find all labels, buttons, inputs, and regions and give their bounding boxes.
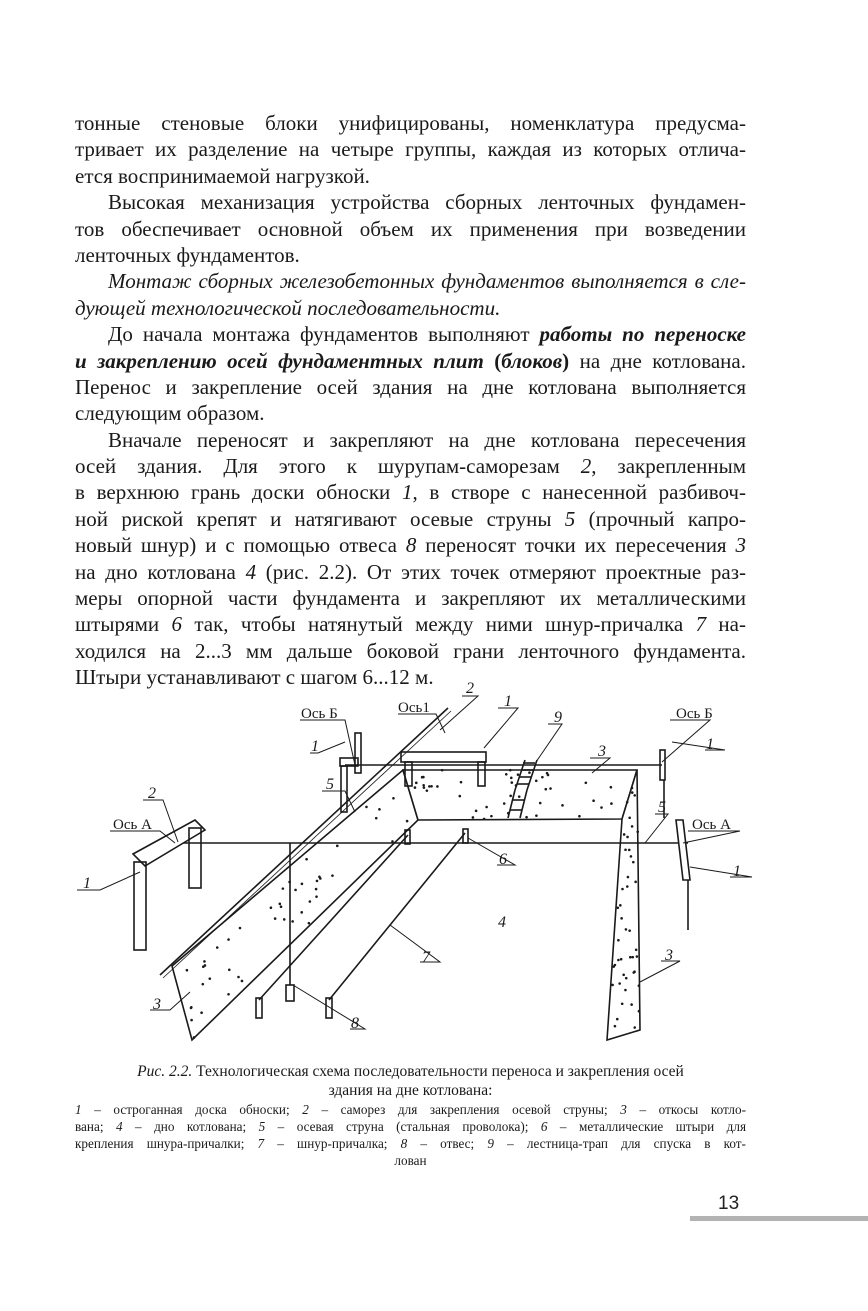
speckle <box>631 956 634 959</box>
speckle <box>201 983 204 986</box>
text-segment: ходился на 2...3 мм дальше боковой грани ленточного фундамента. <box>75 638 746 663</box>
speckle <box>460 781 463 784</box>
speckle <box>280 905 283 908</box>
text-segment: – металлические штыри для <box>547 1119 747 1134</box>
text-line <box>75 1152 746 1169</box>
speckle <box>331 874 334 877</box>
speckle <box>622 974 625 977</box>
text-segment: 5 <box>564 506 576 531</box>
speckle <box>423 786 426 789</box>
label-1-top: 1 <box>504 693 512 710</box>
batter-post <box>134 862 146 950</box>
speckle <box>458 795 461 798</box>
text-line <box>75 506 746 532</box>
text-segment: 1 <box>401 480 413 505</box>
label-1-top-left: 1 <box>311 738 319 755</box>
speckle <box>422 784 425 787</box>
speckle <box>406 820 409 823</box>
speckle <box>485 806 488 809</box>
label-5-right: 5 <box>658 799 666 816</box>
speckle <box>585 781 588 784</box>
speckle <box>617 959 620 962</box>
speckle <box>426 789 429 792</box>
speckle <box>475 810 478 813</box>
speckle <box>625 977 628 980</box>
text-segment: на дно котлована <box>75 559 246 584</box>
text-segment: ( <box>494 348 502 373</box>
plumb-bob <box>286 985 294 1001</box>
text-segment: 7 <box>257 1136 265 1151</box>
text-segment: 6 <box>171 612 182 637</box>
speckle <box>316 880 319 883</box>
speckle <box>549 787 552 790</box>
speckle <box>510 777 513 780</box>
speckle <box>611 984 614 987</box>
text-segment: Высокая механизация устройства сборных ленточных фундамен- <box>108 190 746 215</box>
speckle <box>635 948 638 951</box>
speckle <box>375 817 378 820</box>
label-1-left: 1 <box>83 875 91 892</box>
label-axis-a-left: Ось А <box>113 817 152 833</box>
text-segment: (рис. 2.2). От этих точек отмеряют проектные раз- <box>256 559 747 584</box>
text-segment: 8 <box>400 1136 408 1151</box>
speckle <box>610 786 613 789</box>
pin <box>405 830 410 844</box>
speckle <box>378 808 381 811</box>
text-line <box>75 532 746 558</box>
text-segment: и закреплению осей фундаментных плит <box>75 348 495 373</box>
speckle <box>633 1026 636 1029</box>
batter-post <box>355 733 361 773</box>
left-slope <box>172 770 418 1040</box>
speckle <box>505 773 508 776</box>
text-segment: работы по переноске <box>539 322 746 347</box>
speckle <box>510 781 513 784</box>
speckle <box>621 1002 624 1005</box>
speckle <box>336 845 339 848</box>
speckle <box>634 881 637 884</box>
label-3-right: 3 <box>665 947 673 964</box>
text-line <box>75 611 746 637</box>
text-line <box>75 163 746 189</box>
speckle <box>518 795 521 798</box>
label-8: 8 <box>351 1015 359 1032</box>
speckle <box>490 815 493 818</box>
speckle <box>282 887 285 890</box>
speckle <box>503 802 506 805</box>
speckle <box>190 1007 193 1010</box>
text-line <box>75 216 746 242</box>
speckle <box>638 1010 641 1013</box>
speckle <box>631 791 634 794</box>
text-segment: – дно котлована; <box>122 1119 259 1134</box>
text-segment: – саморез для закрепления осевой струны; <box>308 1102 621 1117</box>
text-segment: ленточных фундаментов. <box>75 242 300 267</box>
text-segment: на- <box>706 612 746 637</box>
text-segment: 3 <box>620 1102 627 1117</box>
text-segment: До начала монтажа фундаментов выполняют <box>108 322 540 347</box>
speckle <box>186 969 189 972</box>
text-segment: 1 <box>75 1102 82 1117</box>
text-line <box>75 110 746 136</box>
batter-board-b-right <box>660 750 665 780</box>
label-7: 7 <box>422 949 430 966</box>
text-line <box>75 295 746 321</box>
speckle <box>617 939 620 942</box>
speckle <box>241 980 244 983</box>
speckle <box>616 1018 619 1021</box>
speckle <box>392 797 395 800</box>
caption-text: Технологическая схема последовательности переноса и закрепления осей <box>192 1063 684 1080</box>
speckle <box>315 895 318 898</box>
text-segment: – откосы котло- <box>626 1102 746 1117</box>
text-segment: осей здания. Для этого к шурупам-саморезам <box>75 454 581 479</box>
speckle <box>472 816 475 819</box>
speckle <box>626 836 629 839</box>
speckle <box>528 771 531 774</box>
text-segment: , закрепленным <box>591 454 746 479</box>
text-line <box>75 638 746 664</box>
text-segment: переносят точки их пересечения <box>416 533 736 558</box>
speckle <box>620 958 623 961</box>
speckle <box>305 858 308 861</box>
speckle <box>535 814 538 817</box>
caption-text-2: здания на дне котлована: <box>328 1082 493 1099</box>
label-axis-b-left: Ось Б <box>301 706 338 722</box>
label-axis-b-right: Ось Б <box>676 706 713 722</box>
speckle <box>614 1025 617 1028</box>
speckle <box>541 776 544 779</box>
speckle <box>294 889 297 892</box>
text-segment: – остроганная доска обноски; <box>81 1102 303 1117</box>
text-segment: тривает их разделение на четыре группы, каждая из которых отлича- <box>75 137 746 162</box>
speckle <box>631 825 634 828</box>
figure-legend <box>75 1101 746 1169</box>
text-line <box>75 242 746 268</box>
speckle <box>227 993 230 996</box>
speckle <box>193 1036 196 1039</box>
body-text <box>75 110 746 691</box>
speckle <box>204 964 207 967</box>
text-segment: в верхнюю грань доски обноски <box>75 480 402 505</box>
text-line <box>75 400 746 426</box>
label-6: 6 <box>499 851 507 868</box>
text-line <box>75 453 746 479</box>
speckle <box>315 888 318 891</box>
speckle <box>618 982 621 985</box>
speckle <box>279 903 282 906</box>
text-segment: – лестница-трап для спуска в кот- <box>493 1136 746 1151</box>
text-line <box>75 1135 746 1152</box>
speckle <box>633 794 636 797</box>
label-3-left: 3 <box>153 996 161 1013</box>
speckle <box>628 929 631 932</box>
speckle <box>626 801 629 804</box>
speckle <box>283 918 286 921</box>
text-segment: 5 <box>258 1119 266 1134</box>
speckle <box>270 906 273 909</box>
speckle <box>619 904 622 907</box>
text-segment: ) <box>562 348 570 373</box>
speckle <box>415 782 418 785</box>
label-2-top: 2 <box>466 680 474 697</box>
speckle <box>509 795 512 798</box>
speckle <box>535 779 538 782</box>
speckle <box>216 946 219 949</box>
label-5-left: 5 <box>326 776 334 793</box>
text-segment: 6 <box>540 1119 548 1134</box>
speckle <box>636 830 639 833</box>
speckle <box>630 855 633 858</box>
speckle <box>614 964 617 967</box>
speckle <box>200 1011 203 1014</box>
text-segment: Вначале переносят и закрепляют на дне котлована пересечения <box>108 427 746 452</box>
figure-caption <box>75 1062 746 1100</box>
speckle <box>291 920 294 923</box>
text-segment: вана; <box>75 1119 116 1134</box>
speckle <box>631 787 634 790</box>
speckle <box>308 922 311 925</box>
text-segment: 9 <box>487 1136 494 1151</box>
text-segment: на дне котлована. <box>569 348 746 373</box>
speckle <box>300 911 303 914</box>
text-segment: блоков <box>501 348 563 373</box>
label-axis-1: Ось1 <box>398 700 430 716</box>
text-segment: Штыри устанавливают с шагом 6...12 м. <box>75 665 434 690</box>
text-line <box>75 189 746 215</box>
speckle <box>274 917 277 920</box>
text-segment: дующей технологической последовательности. <box>75 295 501 320</box>
speckle <box>638 984 641 987</box>
text-segment: 4 <box>115 1119 123 1134</box>
label-4: 4 <box>498 914 506 931</box>
caption-prefix: Рис. 2.2. <box>137 1063 193 1080</box>
text-segment: – отвес; <box>407 1136 488 1151</box>
text-segment: 4 <box>245 559 257 584</box>
speckle <box>546 772 549 775</box>
speckle <box>428 785 431 788</box>
pin <box>463 829 468 843</box>
text-segment: ной риской крепят и натягивают осевые струны <box>75 506 565 531</box>
batter-board-a-right <box>676 820 690 880</box>
text-segment: Монтаж сборных железобетонных фундаментов выполняется в сле- <box>108 269 746 294</box>
speckle <box>421 776 424 779</box>
text-segment: ется воспринимаемой нагрузкой. <box>75 163 370 188</box>
text-segment: 2 <box>580 454 592 479</box>
speckle <box>628 816 631 819</box>
speckle <box>600 806 603 809</box>
label-1-right: 1 <box>733 863 741 880</box>
speckle <box>592 799 595 802</box>
label-axis-a-right: Ось А <box>692 817 731 833</box>
speckle <box>630 1003 633 1006</box>
label-9: 9 <box>554 709 562 726</box>
speckle <box>539 802 542 805</box>
batter-board-axis1 <box>401 752 486 762</box>
text-line <box>75 321 746 347</box>
text-segment: – шнур-причалка; <box>264 1136 401 1151</box>
text-segment: тов обеспечивает основной объем их применения при возведении <box>75 216 746 241</box>
speckle <box>626 885 629 888</box>
speckle <box>624 848 627 851</box>
text-segment: 2 <box>302 1102 309 1117</box>
text-segment: новый шнур) и с помощью отвеса <box>75 533 406 558</box>
text-segment: штырями <box>75 612 172 637</box>
speckle <box>203 960 206 963</box>
text-line <box>75 1101 746 1118</box>
speckle <box>624 989 627 992</box>
label-2-left: 2 <box>148 785 156 802</box>
speckle <box>578 815 581 818</box>
speckle <box>190 1019 193 1022</box>
speckle <box>525 816 528 819</box>
speckle <box>636 955 639 958</box>
speckle <box>633 970 636 973</box>
text-line <box>75 585 746 611</box>
speckle <box>610 802 613 805</box>
speckle <box>228 968 231 971</box>
speckle <box>239 927 242 930</box>
speckle <box>441 769 444 772</box>
figure-2-2-diagram <box>0 670 868 1060</box>
speckle <box>414 786 417 789</box>
speckle <box>621 888 624 891</box>
text-line <box>75 479 746 505</box>
speckle <box>365 806 368 809</box>
speckle <box>436 785 439 788</box>
speckle <box>617 906 620 909</box>
speckle <box>483 818 486 821</box>
text-line <box>75 1118 746 1135</box>
text-segment: 3 <box>735 533 746 558</box>
text-line <box>75 559 746 585</box>
speckle <box>237 976 240 979</box>
speckle <box>629 956 632 959</box>
speckle <box>309 900 312 903</box>
text-segment: так, чтобы натянутый между ними шнур-причалка <box>181 612 696 637</box>
text-segment: меры опорной части фундамента и закрепляют их металлическими <box>75 586 746 611</box>
pin <box>256 998 262 1018</box>
speckle <box>509 769 512 772</box>
page-number: 13 <box>718 1193 740 1214</box>
text-segment: – осевая струна (стальная проволока); <box>265 1119 541 1134</box>
label-3-back: 3 <box>598 743 606 760</box>
text-line <box>75 268 746 294</box>
text-segment: 8 <box>405 533 417 558</box>
speckle <box>517 773 520 776</box>
speckle <box>623 833 626 836</box>
speckle <box>632 861 635 864</box>
text-segment: следующим образом. <box>75 401 265 426</box>
text-line <box>75 348 746 374</box>
text-line <box>75 374 746 400</box>
speckle <box>628 849 631 852</box>
label-1-top-right: 1 <box>706 736 714 753</box>
speckle <box>301 883 304 886</box>
text-segment: Перенос и закрепление осей здания на дне котлована выполняется <box>75 374 746 399</box>
speckle <box>318 875 321 878</box>
speckle <box>625 928 628 931</box>
text-line <box>75 427 746 453</box>
text-segment: (прочный капро- <box>575 506 746 531</box>
text-segment: 7 <box>695 612 707 637</box>
speckle <box>627 876 630 879</box>
text-segment: крепления шнура-причалки; <box>75 1136 258 1151</box>
speckle <box>227 938 230 941</box>
text-line <box>75 136 746 162</box>
text-segment: лован <box>394 1153 427 1168</box>
speckle <box>544 788 547 791</box>
speckle <box>620 917 623 920</box>
speckle <box>208 977 211 980</box>
page-number-bar <box>690 1216 868 1221</box>
text-segment: тонные стеновые блоки унифицированы, номенклатура предусма- <box>75 111 746 135</box>
speckle <box>561 804 564 807</box>
text-segment: , в створе с нанесенной разбивоч- <box>412 480 746 505</box>
